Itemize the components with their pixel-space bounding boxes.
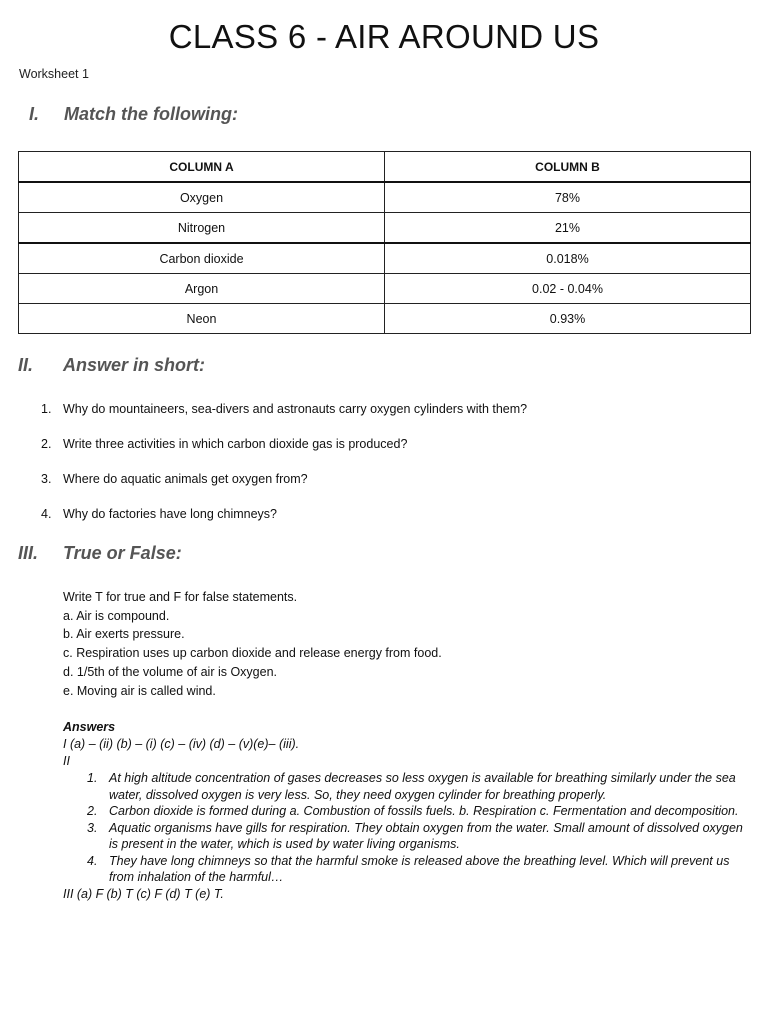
section-title: True or False: bbox=[63, 543, 182, 563]
statement-line: d. 1/5th of the volume of air is Oxygen. bbox=[63, 664, 278, 679]
table-cell: 21% bbox=[385, 213, 751, 244]
worksheet-label: Worksheet 1 bbox=[19, 67, 89, 81]
true-false-block bbox=[63, 588, 442, 700]
list-item bbox=[63, 820, 753, 853]
match-table bbox=[18, 151, 751, 334]
section-true-false-heading bbox=[18, 543, 182, 564]
list-item bbox=[18, 435, 527, 470]
item-number: 2. bbox=[41, 437, 52, 451]
answer-list bbox=[63, 770, 753, 886]
answer-text: They have long chimneys so that the harmful smoke is released above the breathing level. Which will prevent us from inhalation of the harmful… bbox=[109, 853, 730, 884]
list-item bbox=[18, 505, 527, 540]
answers-block bbox=[63, 719, 753, 903]
list-item bbox=[63, 853, 753, 886]
section-number: II. bbox=[18, 355, 34, 375]
table-cell: Neon bbox=[19, 304, 385, 334]
question-text: Why do mountaineers, sea-divers and astronauts carry oxygen cylinders with them? bbox=[63, 402, 528, 416]
answer-line-3: III (a) F (b) T (c) F (d) T (e) T. bbox=[63, 886, 224, 901]
table-cell: Nitrogen bbox=[19, 213, 385, 244]
section-short-answer-heading bbox=[18, 355, 205, 376]
section-title: Answer in short: bbox=[63, 355, 206, 375]
column-a-header: COLUMN A bbox=[19, 152, 385, 183]
list-item bbox=[63, 803, 753, 820]
list-item bbox=[18, 470, 527, 505]
table-row bbox=[19, 213, 751, 244]
table-cell: 0.018% bbox=[385, 243, 751, 274]
table-cell: 0.93% bbox=[385, 304, 751, 334]
answer-text: At high altitude concentration of gases decreases so less oxygen is available for breathing similarly under the sea water, dissolved oxygen is very less. So, they need oxygen cylinder for breathing properly. bbox=[109, 771, 736, 802]
item-number: 3. bbox=[87, 820, 98, 835]
statement-line: e. Moving air is called wind. bbox=[63, 683, 216, 698]
answer-text: Aquatic organisms have gills for respiration. They obtain oxygen from the water. Small amount of dissolved oxygen is present in the water, which is used by water living organisms. bbox=[109, 820, 743, 851]
item-number: 1. bbox=[41, 402, 52, 416]
list-item bbox=[18, 400, 527, 435]
item-number: 4. bbox=[41, 507, 52, 521]
table-row bbox=[19, 243, 751, 274]
table-cell: 0.02 - 0.04% bbox=[385, 274, 751, 304]
question-text: Write three activities in which carbon dioxide gas is produced? bbox=[63, 437, 408, 451]
statement-line: c. Respiration uses up carbon dioxide and release energy from food. bbox=[63, 646, 442, 661]
answers-title: Answers bbox=[63, 720, 116, 734]
answer-text: Carbon dioxide is formed during a. Combustion of fossils fuels. b. Respiration c. Fermentation and decomposition. bbox=[109, 804, 739, 818]
table-row bbox=[19, 182, 751, 213]
column-b-header: COLUMN B bbox=[385, 152, 751, 183]
item-number: 3. bbox=[41, 472, 52, 486]
table-cell: 78% bbox=[385, 182, 751, 213]
section-number: I. bbox=[29, 104, 40, 124]
table-cell: Argon bbox=[19, 274, 385, 304]
statement-line: b. Air exerts pressure. bbox=[63, 627, 185, 642]
table-row bbox=[19, 304, 751, 334]
item-number: 4. bbox=[87, 853, 98, 868]
statement-line: a. Air is compound. bbox=[63, 608, 170, 623]
table-cell: Oxygen bbox=[19, 182, 385, 213]
short-answer-list bbox=[18, 400, 527, 540]
table-cell: Carbon dioxide bbox=[19, 243, 385, 274]
item-number: 2. bbox=[87, 804, 98, 818]
instruction-line: Write T for true and F for false statements. bbox=[63, 590, 298, 604]
section-match-heading bbox=[29, 104, 238, 125]
table-row bbox=[19, 274, 751, 304]
section-title: Match the following: bbox=[64, 104, 238, 124]
table-header-row bbox=[19, 152, 751, 183]
answer-line-1: I (a) – (ii) (b) – (i) (c) – (iv) (d) – (v)(e)– (iii). bbox=[63, 737, 300, 751]
section-number: III. bbox=[18, 543, 39, 563]
question-text: Why do factories have long chimneys? bbox=[63, 507, 277, 521]
question-text: Where do aquatic animals get oxygen from? bbox=[63, 472, 308, 486]
list-item bbox=[63, 770, 753, 803]
item-number: 1. bbox=[87, 771, 98, 785]
page-title: CLASS 6 - AIR AROUND US bbox=[168, 18, 600, 55]
answer-line-2: II bbox=[63, 754, 70, 768]
